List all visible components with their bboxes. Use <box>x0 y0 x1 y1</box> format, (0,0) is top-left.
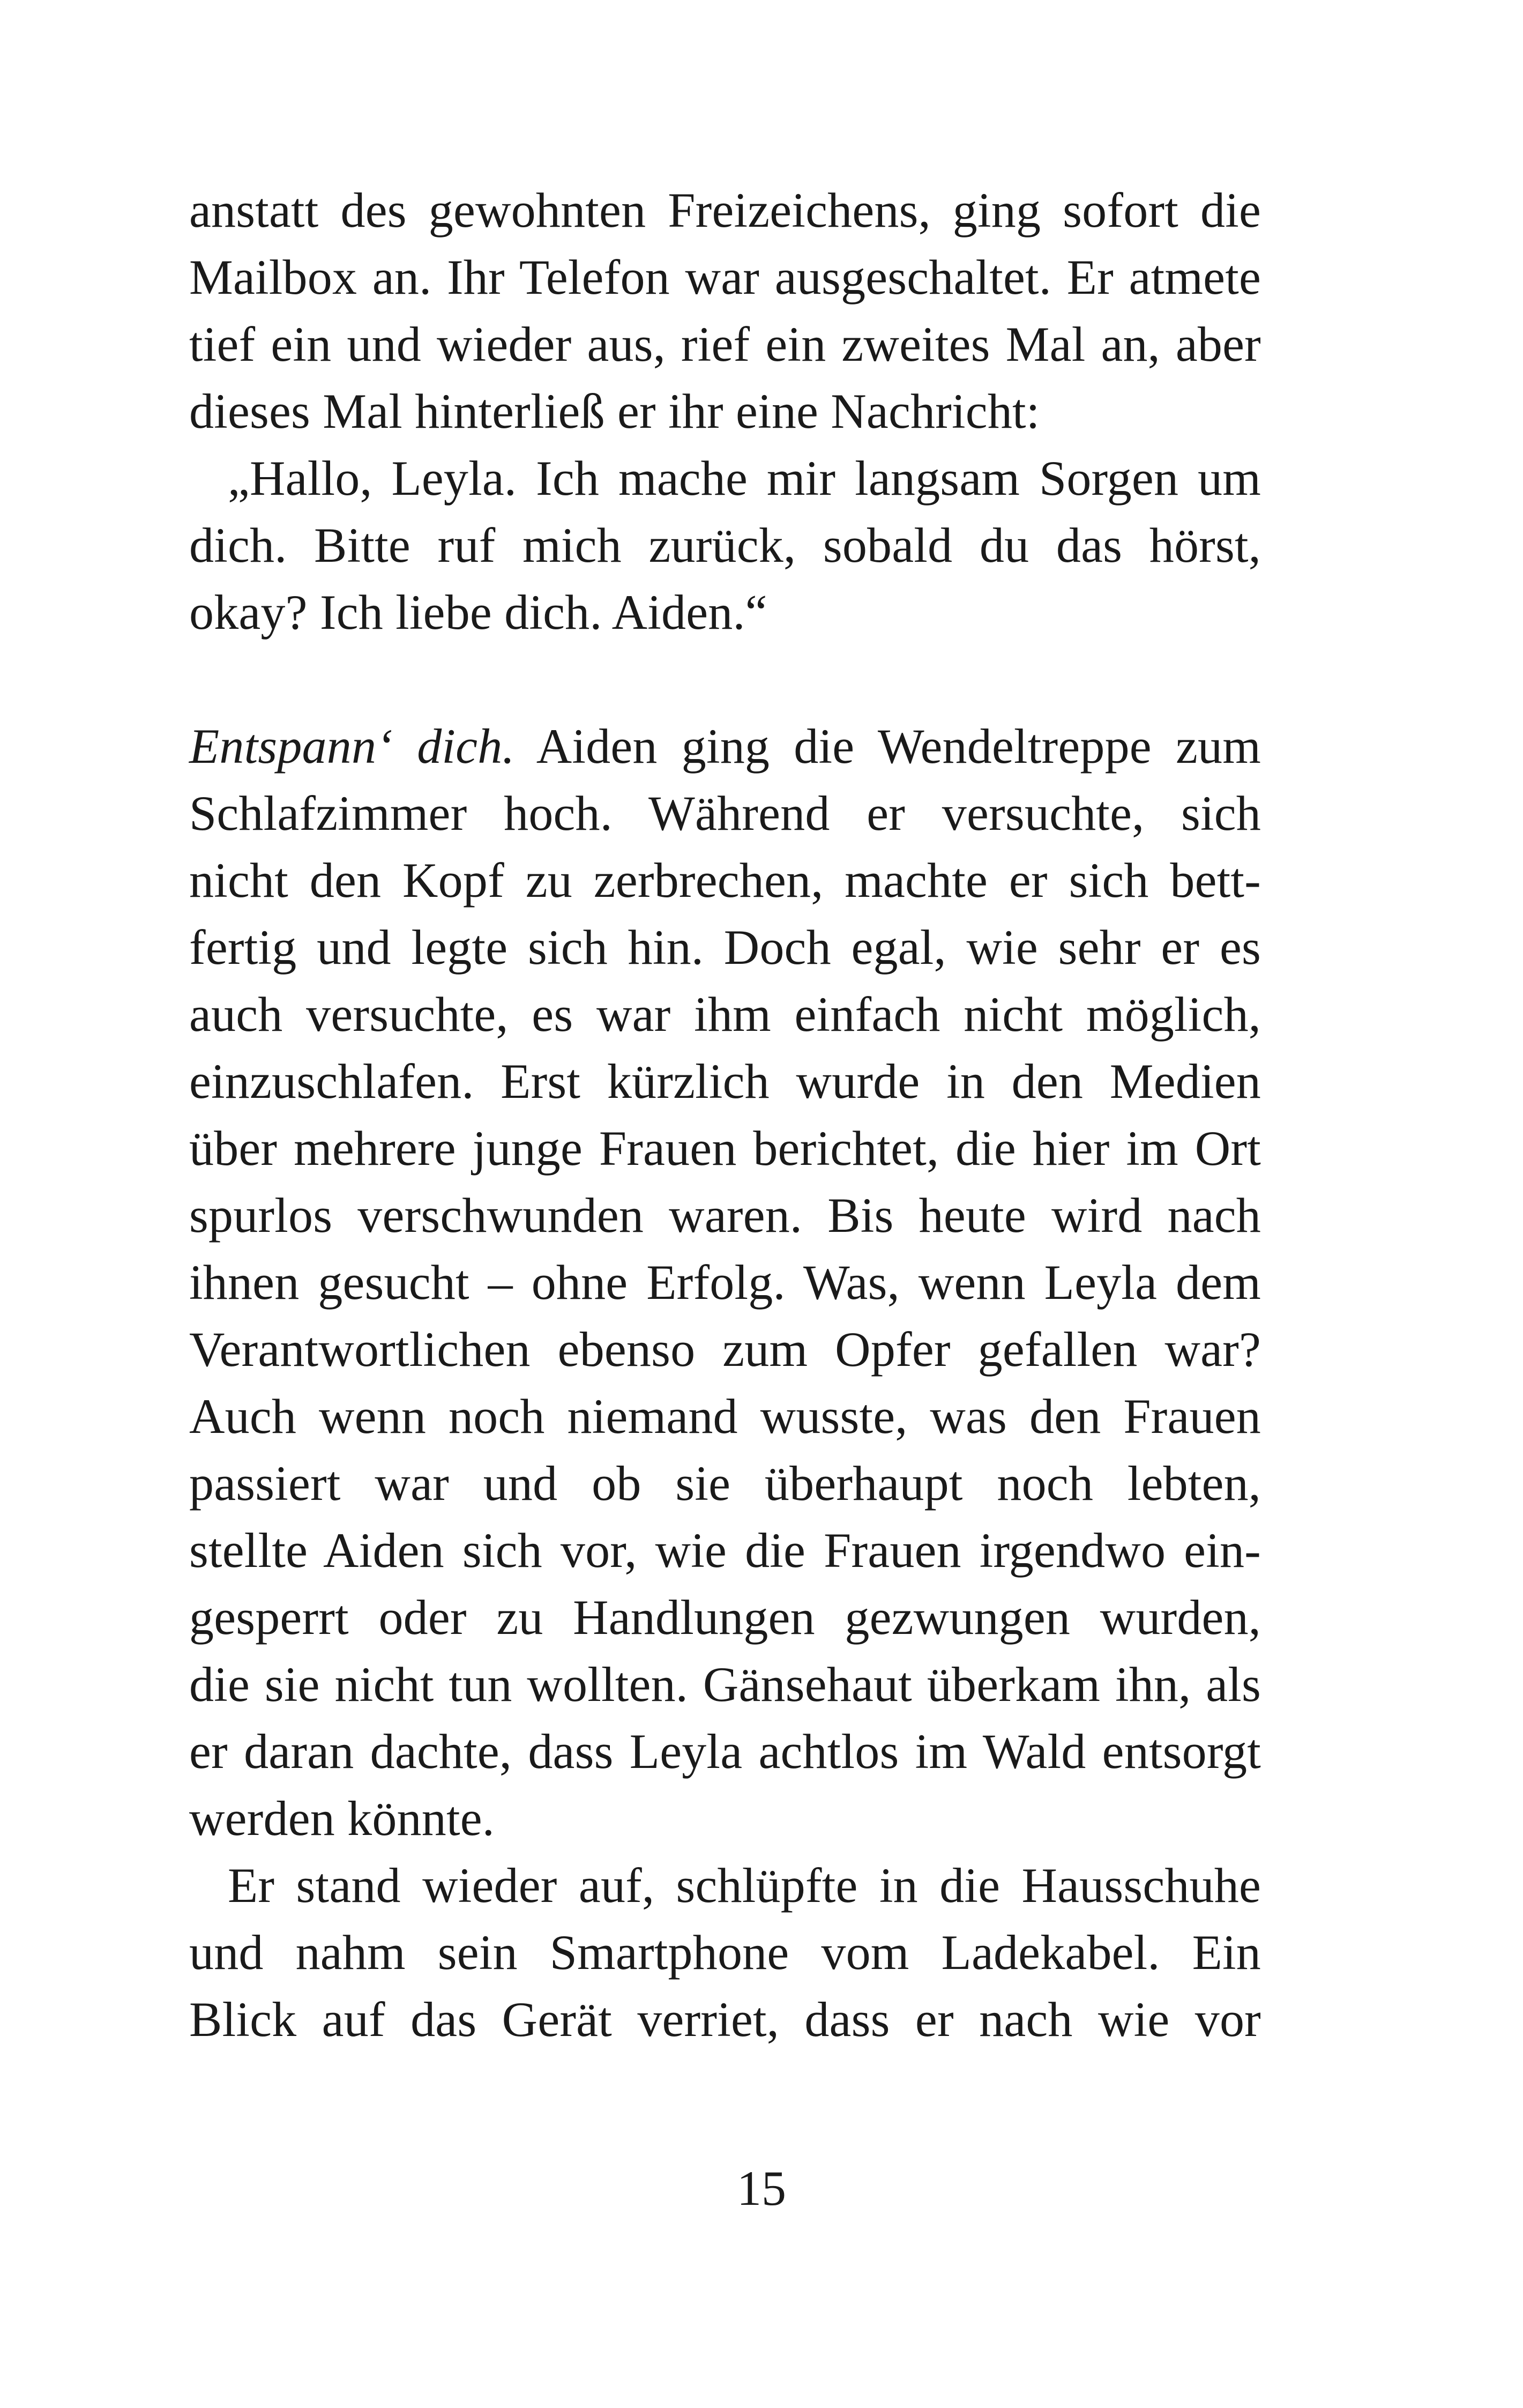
text-line: stellte Aiden sich vor, wie die Frauen irgendwo ein- <box>189 1523 1261 1578</box>
text-line: die sie nicht tun wollten. Gänsehaut überkam ihn, als <box>189 1657 1261 1712</box>
section-break <box>189 646 1261 713</box>
paragraph-bedroom <box>189 713 1261 1852</box>
text-line: Er stand wieder auf, schlüpfte in die Hausschuhe <box>228 1858 1261 1913</box>
text-line: Mailbox an. Ihr Telefon war ausgeschaltet. Er atmete <box>189 250 1261 304</box>
text-line: Blick auf das Gerät verriet, dass er nach wie vor <box>189 1992 1261 2047</box>
text-line: fertig und legte sich hin. Doch egal, wie sehr er es <box>189 920 1261 975</box>
text-line: passiert war und ob sie überhaupt noch lebten, <box>189 1456 1261 1511</box>
text-line: einzuschlafen. Erst kürzlich wurde in den Medien <box>189 1054 1261 1109</box>
text-line: dich. Bitte ruf mich zurück, sobald du das hörst, <box>189 518 1261 573</box>
text-line: auch versuchte, es war ihm einfach nicht möglich, <box>189 987 1261 1042</box>
page-number: 15 <box>737 2161 786 2216</box>
paragraph-voicemail <box>189 445 1261 646</box>
text-line: „Hallo, Leyla. Ich mache mir langsam Sorgen um <box>228 451 1261 506</box>
text-line: und nahm sein Smartphone vom Ladekabel. Ein <box>189 1925 1261 1980</box>
paragraph-continuation <box>189 177 1261 445</box>
text-run: Aiden ging die Wendeltreppe zum <box>514 719 1261 774</box>
paragraph-smartphone <box>189 1852 1261 2053</box>
text-line: spurlos verschwunden waren. Bis heute wird nach <box>189 1188 1261 1243</box>
text-line: dieses Mal hinterließ er ihr eine Nachricht: <box>189 384 1040 439</box>
text-line: Auch wenn noch niemand wusste, was den Frauen <box>189 1389 1261 1444</box>
italic-thought: Entspann‘ dich. <box>189 719 515 774</box>
text-line: gesperrt oder zu Handlungen gezwungen wurden, <box>189 1590 1261 1645</box>
text-line: er daran dachte, dass Leyla achtlos im Wald entsorgt <box>189 1724 1261 1779</box>
text-line: nicht den Kopf zu zerbrechen, machte er sich bett- <box>189 853 1261 908</box>
text-line: okay? Ich liebe dich. Aiden.“ <box>189 585 767 640</box>
text-line: Schlafzimmer hoch. Während er versuchte, sich <box>189 786 1261 841</box>
text-line: werden könnte. <box>189 1791 495 1846</box>
book-page-body <box>189 177 1261 2053</box>
text-line: ihnen gesucht – ohne Erfolg. Was, wenn Leyla dem <box>189 1255 1261 1310</box>
text-line-first <box>189 713 1261 780</box>
text-line: Verantwortlichen ebenso zum Opfer gefallen war? <box>189 1322 1261 1377</box>
text-line: über mehrere junge Frauen berichtet, die hier im Ort <box>189 1121 1261 1176</box>
text-line: anstatt des gewohnten Freizeichens, ging sofort die <box>189 183 1261 237</box>
text-line: tief ein und wieder aus, rief ein zweites Mal an, aber <box>189 317 1261 371</box>
